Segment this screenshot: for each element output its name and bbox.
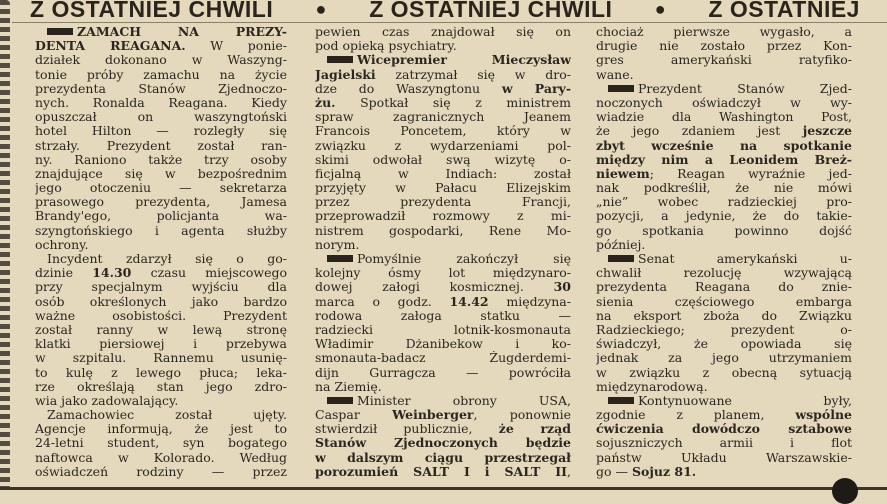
text-line — [315, 68, 571, 82]
text: prezydenta Stanów Zjednoczo- — [35, 81, 287, 96]
bold-text: 14.30 — [92, 266, 132, 281]
bold-text: DENTA REAGANA. — [35, 39, 186, 54]
text: smonauta-badacz Żugderdemi- — [315, 351, 571, 366]
text-line — [596, 96, 852, 110]
text: Zamachowiec został ujęty. — [47, 408, 287, 423]
text: Prezydent Stanów Zjed- — [638, 81, 852, 96]
text-line — [35, 436, 287, 450]
text-line — [596, 181, 852, 195]
text-line — [315, 366, 571, 380]
text-line — [315, 309, 571, 323]
text: Francois Poncetem, który w — [315, 124, 571, 139]
bold-text: jeszcze — [802, 124, 852, 139]
text: naftowca w Kolorado. Według — [35, 450, 287, 465]
text-line — [596, 465, 852, 479]
text: ficjalną w Indiach: został — [315, 166, 571, 181]
bold-text: porozumień SALT I i SALT II — [315, 464, 568, 479]
text-line — [315, 295, 571, 309]
text-line — [315, 337, 571, 351]
text: związku z wydarzeniami pol- — [315, 138, 571, 153]
bullet-separator: ● — [654, 0, 667, 19]
bold-text: że rząd — [498, 422, 571, 437]
text: dzinie — [35, 266, 93, 281]
text-line — [596, 266, 852, 280]
text-line — [596, 195, 852, 209]
text: prasowego prezydenta, Jamesa — [35, 195, 287, 210]
text: dowej załogi kosmicznej. — [315, 280, 554, 295]
paragraph-marker-icon — [327, 56, 353, 63]
text: w szpitalu. Rannemu usunię- — [35, 351, 287, 366]
text: sojuszniczych armii i flot — [596, 436, 852, 451]
bold-text: w Pary- — [501, 81, 571, 96]
text: ; Reagan wyraźnie jed- — [649, 166, 852, 181]
text-line — [315, 465, 571, 479]
text: rodowa załoga statku — — [315, 308, 571, 323]
text-line — [35, 96, 287, 110]
text: międzynarodową. — [596, 379, 708, 394]
text-line — [35, 110, 287, 124]
text-line — [35, 337, 287, 351]
text-line — [596, 280, 852, 294]
text: prezydenta Reagana do znie- — [596, 280, 852, 295]
text-line — [35, 266, 287, 280]
text-line — [315, 110, 571, 124]
text-line — [35, 451, 287, 465]
text-line — [596, 351, 852, 365]
text: noczonych oświadczył w wy- — [596, 95, 852, 110]
text-line — [596, 68, 852, 82]
text: Pomyślnie zakończył się — [357, 252, 571, 266]
text-line — [315, 53, 571, 67]
text-line — [35, 25, 287, 39]
text: , ponownie — [473, 408, 571, 423]
text: norym. — [315, 237, 360, 252]
text: rze określają stan jego zdro- — [35, 379, 287, 394]
text-line — [35, 53, 287, 67]
text-line — [596, 337, 852, 351]
text-line — [315, 380, 571, 394]
text-line — [35, 224, 287, 238]
text: nak podkreślił, że nie mówi — [596, 181, 852, 196]
text-line — [315, 422, 571, 436]
text-line — [596, 380, 852, 394]
text-line — [315, 167, 571, 181]
bold-text: wspólne — [795, 408, 852, 423]
text-line — [596, 408, 852, 422]
header-rule — [12, 22, 887, 23]
paragraph-marker-icon — [608, 397, 634, 404]
header-title-1: Z OSTATNIEJ CHWILI — [30, 0, 274, 21]
bold-text: ZAMACH NA PREZY- — [77, 25, 287, 39]
article-column-3 — [596, 25, 852, 479]
text: później. — [596, 237, 646, 252]
text-line — [315, 25, 571, 39]
text-line — [596, 238, 852, 252]
text-line — [35, 181, 287, 195]
text-line — [35, 82, 287, 96]
section-header — [30, 0, 860, 21]
text: dijn Gurragcza — powróciła — [315, 365, 571, 380]
text: tonie próby zamachu na życie — [35, 67, 287, 82]
text: przyjęty w Pałacu Elizejskim — [315, 181, 571, 196]
text: ny. Raniono także trzy osoby — [35, 152, 287, 167]
text-line — [596, 309, 852, 323]
bold-text: między nim a Leonidem Breż- — [596, 152, 852, 167]
text-line — [596, 82, 852, 96]
text: gres amerykański ratyfiko- — [596, 53, 852, 68]
text: kolejny ósmy lot międzynaro- — [315, 266, 571, 281]
text-line — [596, 167, 852, 181]
text-line — [596, 124, 852, 138]
text-line — [315, 181, 571, 195]
text: klatki piersiowej i przebywa — [35, 337, 287, 352]
text: działek dokonano w Waszyng- — [35, 53, 287, 68]
text: znajdujące się w bezpośrednim — [35, 166, 287, 181]
bold-text: Weinberger — [392, 408, 474, 423]
paragraph-marker-icon — [327, 397, 353, 404]
text-line — [315, 238, 571, 252]
text: Spotkał się z ministrem — [335, 95, 571, 110]
header-title-3: Z OSTATNIEJ — [708, 0, 860, 21]
text-line — [596, 366, 852, 380]
text: osób określonych jako bardzo — [35, 294, 287, 309]
paragraph-marker-icon — [608, 85, 634, 92]
text: pozycji, a jedynie, że do takie- — [596, 209, 852, 224]
text: hotel Hilton — rozległy się — [35, 124, 287, 139]
text: jednak za jego utrzymaniem — [596, 351, 852, 366]
text: przy specjalnym wyjściu dla — [35, 280, 287, 295]
text: szyngtońskiego i agenta służby — [35, 223, 287, 238]
text: przeprowadził rozmowy z mi- — [315, 209, 571, 224]
bold-text: niewem — [596, 166, 650, 181]
text: został ranny w lewą stronę — [35, 322, 287, 337]
text: stwierdził publicznie, — [315, 422, 499, 437]
text-line — [315, 436, 571, 450]
text-line — [315, 252, 571, 266]
text-line — [35, 295, 287, 309]
text: Caspar — [315, 408, 393, 423]
text-line — [315, 323, 571, 337]
text-line — [315, 39, 571, 53]
bottom-rule — [0, 487, 887, 490]
text-line — [35, 238, 287, 252]
text-line — [315, 351, 571, 365]
decorative-wavy-border — [0, 0, 10, 490]
text: świadczył, że opowiada się — [596, 337, 852, 352]
bold-text: zbyt wcześnie na spotkanie — [596, 138, 852, 153]
text-line — [35, 139, 287, 153]
text: Incydent zdarzył się o go- — [47, 252, 287, 266]
text: jego otoczeniu — sekretarza — [35, 181, 287, 196]
bold-text: 14.42 — [449, 294, 489, 309]
text: nistrem gospodarki, Rene Mo- — [315, 223, 571, 238]
text: państw Układu Warszawskie- — [596, 450, 852, 465]
text: pod opieką psychiatry. — [315, 39, 457, 54]
text: chwalił rezolucję wzywającą — [596, 266, 852, 281]
article-column-1 — [35, 25, 287, 479]
text-line — [596, 224, 852, 238]
header-title-2: Z OSTATNIEJ CHWILI — [369, 0, 613, 21]
text: na eksport zboża do Związku — [596, 308, 852, 323]
text-line — [35, 167, 287, 181]
text: 24-letni student, syn bogatego — [35, 436, 287, 451]
text: Kontynuowane były, — [638, 393, 852, 408]
text: zatrzymał się w dro- — [375, 67, 571, 82]
text-line — [315, 139, 571, 153]
paragraph-marker-icon — [47, 28, 73, 35]
bold-text: Wicepremier Mieczysław — [357, 53, 571, 68]
text-line — [596, 394, 852, 408]
bold-text: w dalszym ciągu przestrzegał — [315, 450, 571, 465]
text: to kulę z lewego płuca; leka- — [35, 365, 287, 380]
bold-text: Sojuz 81. — [631, 464, 697, 479]
text-line — [35, 309, 287, 323]
text: międzyna- — [488, 294, 571, 309]
text: Władimir Dżanibekow i ko- — [315, 337, 571, 352]
text-line — [315, 153, 571, 167]
text: wiadzie dla Washington Post, — [596, 110, 852, 125]
bold-text: 30 — [553, 280, 571, 295]
text-line — [596, 25, 852, 39]
text-line — [596, 323, 852, 337]
text: marca o godz. — [315, 294, 450, 309]
text-line — [315, 96, 571, 110]
text-line — [315, 408, 571, 422]
text: Radzieckiego; prezydent o- — [596, 322, 852, 337]
text: „nie” wobec radzieckiej pro- — [596, 195, 852, 210]
text: zgodnie z planem, — [596, 408, 796, 423]
text: strzały. Prezydent został ran- — [35, 138, 287, 153]
bold-text: żu. — [315, 95, 336, 110]
text-line — [35, 39, 287, 53]
text: Senat amerykański u- — [638, 252, 852, 266]
text-line — [35, 380, 287, 394]
text-line — [35, 68, 287, 82]
text-line — [596, 252, 852, 266]
text-line — [35, 209, 287, 223]
text: nych. Ronalda Reagana. Kiedy — [35, 95, 287, 110]
text-line — [596, 139, 852, 153]
text-line — [35, 422, 287, 436]
text: przez prezydenta Francji, — [315, 195, 571, 210]
text: skimi odwołał swą wizytę o- — [315, 152, 571, 167]
text-line — [596, 209, 852, 223]
text-line — [35, 394, 287, 408]
text: drugie nie zostało przez Kon- — [596, 39, 852, 54]
text-line — [315, 451, 571, 465]
text-line — [35, 280, 287, 294]
text-line — [596, 153, 852, 167]
text-line — [315, 209, 571, 223]
text: , — [567, 464, 571, 479]
text: Minister obrony USA, — [357, 393, 571, 408]
text: wane. — [596, 67, 634, 82]
text-line — [35, 351, 287, 365]
text: na Ziemię. — [315, 379, 382, 394]
text: dze do Waszyngtonu — [315, 81, 502, 96]
text-line — [315, 195, 571, 209]
text-line — [596, 110, 852, 124]
bullet-separator: ● — [315, 0, 327, 19]
bold-text: Jagielski — [315, 67, 376, 82]
text-line — [315, 124, 571, 138]
text-line — [596, 39, 852, 53]
text: radziecki lotnik-kosmonauta — [315, 322, 571, 337]
text-line — [35, 252, 287, 266]
text: wia jako zadowalający. — [35, 393, 179, 408]
text-line — [596, 451, 852, 465]
text: w związku z obecną sytuacją — [596, 365, 852, 380]
text-line — [596, 436, 852, 450]
text: go — — [596, 464, 632, 479]
paragraph-marker-icon — [327, 255, 353, 262]
text-line — [596, 422, 852, 436]
text: że jego zdaniem jest — [596, 124, 803, 139]
text-line — [35, 465, 287, 479]
text-line — [315, 280, 571, 294]
text: czasu miejscowego — [131, 266, 287, 281]
text-line — [35, 408, 287, 422]
page-number-badge — [832, 478, 858, 504]
text: spraw zagranicznych Jeanem — [315, 110, 571, 125]
text: ochrony. — [35, 237, 89, 252]
text-line — [35, 153, 287, 167]
text: opuszczał on waszyngtoński — [35, 110, 287, 125]
text: go spotkania powinno dojść — [596, 223, 852, 238]
text: sienia częściowego embarga — [596, 294, 852, 309]
text-line — [315, 82, 571, 96]
bold-text: Stanów Zjednoczonych będzie — [315, 436, 571, 451]
text-line — [315, 224, 571, 238]
text: pewien czas znajdował się on — [315, 25, 571, 39]
text: W ponie- — [185, 39, 287, 54]
paragraph-marker-icon — [608, 255, 634, 262]
text-line — [35, 195, 287, 209]
text-line — [596, 295, 852, 309]
text: Agencje informują, że jest to — [35, 422, 287, 437]
text: oświadczeń rodziny — przez — [35, 464, 287, 479]
bold-text: ćwiczenia dowódczo sztabowe — [596, 422, 852, 437]
text: ważne osobistości. Prezydent — [35, 308, 287, 323]
text-line — [35, 323, 287, 337]
article-column-2 — [315, 25, 571, 479]
text: chociaż pierwsze wygasło, a — [596, 25, 852, 39]
text-line — [315, 266, 571, 280]
text-line — [596, 53, 852, 67]
text-line — [35, 124, 287, 138]
text-line — [35, 366, 287, 380]
text: Brandy'ego, policjanta wa- — [35, 209, 287, 224]
text-line — [315, 394, 571, 408]
